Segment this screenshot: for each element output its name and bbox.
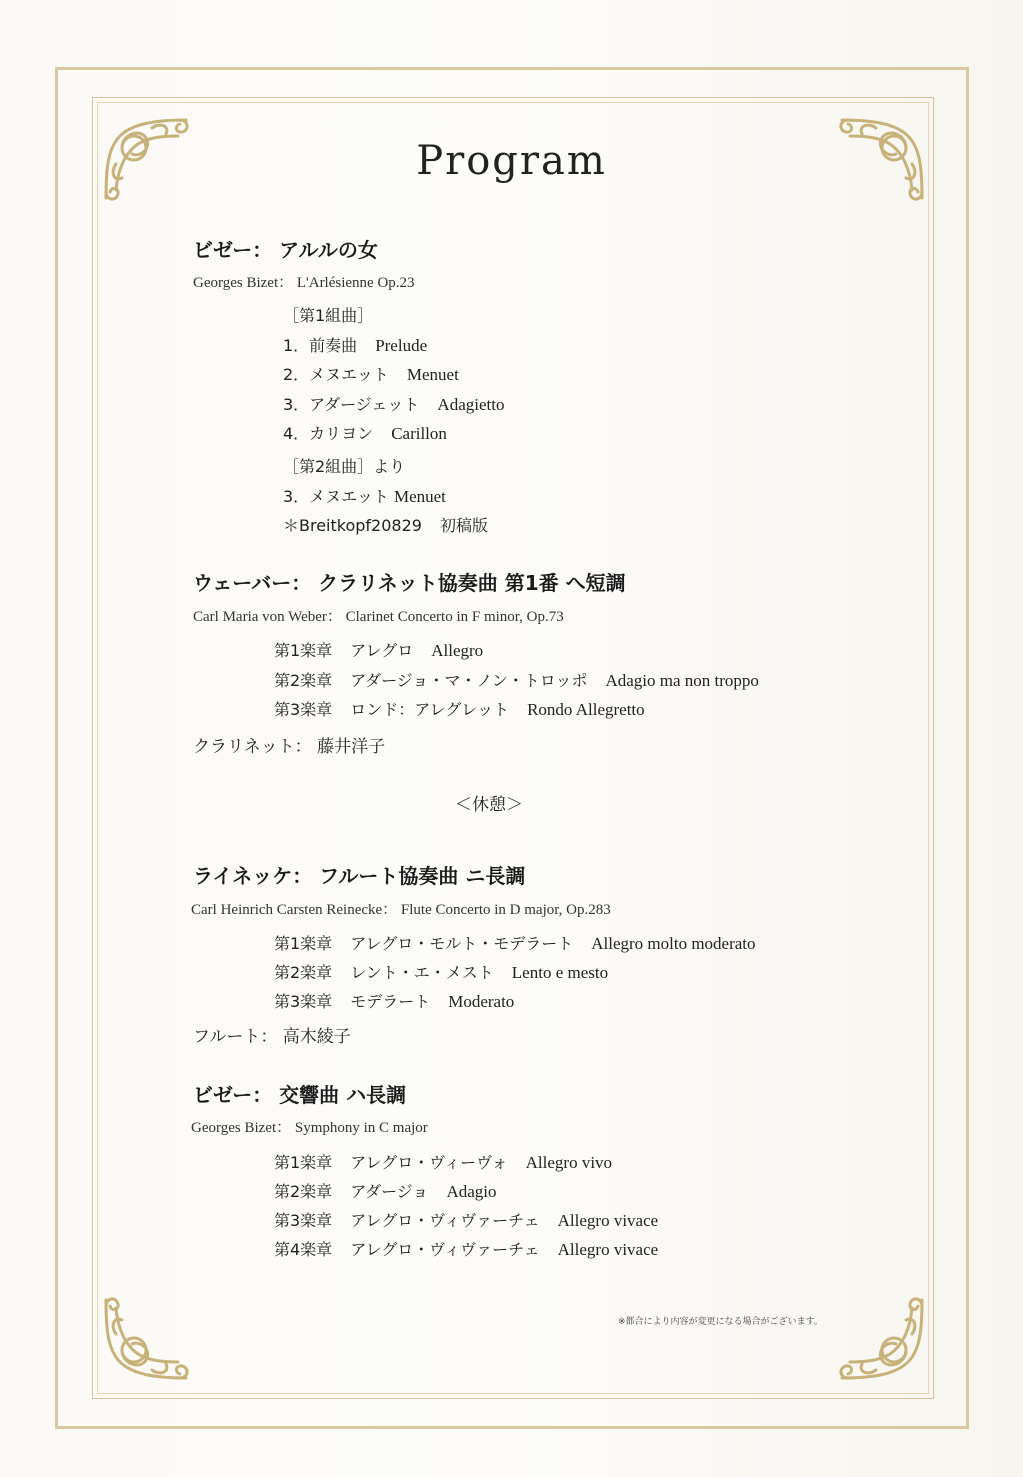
piece-subtitle: Georges Bizet： L'Arlésienne Op.23 <box>193 275 415 291</box>
piece-heading: ビゼー： 交響曲 ハ長調 <box>193 1083 407 1107</box>
list-item: 第2楽章 レント・エ・メスト Lento e mesto <box>274 963 609 982</box>
soloist: クラリネット： 藤井洋子 <box>193 737 386 757</box>
piece-heading: ウェーバー： クラリネット協奏曲 第1番 へ短調 <box>193 571 626 595</box>
list-item: 3．アダージェット Adagietto <box>283 395 505 414</box>
list-item: 3．メヌエット Menuet <box>283 487 446 506</box>
corner-ornament-bottom-right <box>832 1290 932 1390</box>
list-item: 第3楽章 ロンド：アレグレット Rondo Allegretto <box>274 700 645 719</box>
soloist: フルート： 高木綾子 <box>193 1027 351 1047</box>
footnote: ※都合により内容が変更になる場合がございます。 <box>618 1317 823 1327</box>
list-item: 第2楽章 アダージョ Adagio <box>274 1182 497 1201</box>
list-item: 第1楽章 アレグロ Allegro <box>274 641 484 660</box>
page-title: Program <box>416 138 607 184</box>
suite-label: ［第1組曲］ <box>283 306 374 325</box>
list-item: 第1楽章 アレグロ・ヴィーヴォ Allegro vivo <box>274 1153 613 1172</box>
list-item: 4．カリヨン Carillon <box>283 424 447 443</box>
list-item: 第3楽章 アレグロ・ヴィヴァーチェ Allegro vivace <box>274 1211 659 1230</box>
intermission: ＜休憩＞ <box>455 795 523 815</box>
piece-subtitle: Georges Bizet： Symphony in C major <box>191 1120 428 1136</box>
piece-subtitle: Carl Heinrich Carsten Reinecke： Flute Concerto in D major, Op.283 <box>191 902 611 918</box>
corner-ornament-bottom-left <box>96 1290 196 1390</box>
list-item: 第3楽章 モデラート Moderato <box>274 992 515 1011</box>
list-item: 第1楽章 アレグロ・モルト・モデラート Allegro molto moderato <box>274 934 756 953</box>
piece-heading: ビゼー： アルルの女 <box>193 238 378 262</box>
piece-subtitle: Carl Maria von Weber： Clarinet Concerto in F minor, Op.73 <box>193 609 564 625</box>
list-item: 2．メヌエット Menuet <box>283 365 459 384</box>
piece-heading: ライネッケ： フルート協奏曲 ニ長調 <box>193 864 526 888</box>
edition-note: ＊Breitkopf20829 初稿版 <box>283 516 488 535</box>
list-item: 1．前奏曲 Prelude <box>283 336 428 355</box>
list-item: 第2楽章 アダージョ・マ・ノン・トロッポ Adagio ma non troppo <box>274 671 759 690</box>
list-item: 第4楽章 アレグロ・ヴィヴァーチェ Allegro vivace <box>274 1240 659 1259</box>
suite-label: ［第2組曲］より <box>283 457 406 476</box>
